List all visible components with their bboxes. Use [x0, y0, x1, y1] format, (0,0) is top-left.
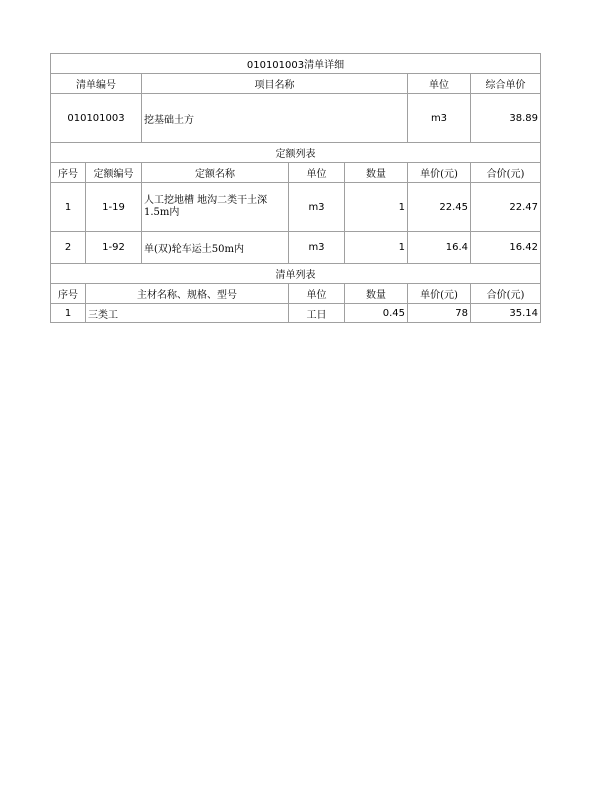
quota-qty: 1	[345, 183, 408, 232]
quota-row	[51, 232, 541, 264]
material-price: 78	[408, 304, 471, 323]
quota-price: 16.4	[408, 232, 471, 264]
title-row	[51, 54, 541, 74]
quota-name: 人工挖地槽 地沟二类干土深1.5m内	[142, 183, 289, 232]
quota-price-header: 单价(元)	[408, 163, 471, 183]
quota-unit-header: 单位	[289, 163, 345, 183]
quota-code: 1-92	[86, 232, 142, 264]
material-unit: 工日	[289, 304, 345, 323]
material-section-title: 清单列表	[51, 264, 541, 284]
quota-header-row	[51, 163, 541, 183]
material-name: 三类工	[86, 304, 289, 323]
quota-total: 16.42	[471, 232, 541, 264]
bill-unit-header: 单位	[408, 74, 471, 94]
quota-unit: m3	[289, 183, 345, 232]
quota-unit: m3	[289, 232, 345, 264]
material-header-row	[51, 284, 541, 304]
quota-name-header: 定额名称	[142, 163, 289, 183]
bill-unit: m3	[408, 94, 471, 143]
material-row	[51, 304, 541, 323]
quota-qty: 1	[345, 232, 408, 264]
bill-unit-price: 38.89	[471, 94, 541, 143]
quota-seq-header: 序号	[51, 163, 86, 183]
quota-seq: 1	[51, 183, 86, 232]
material-price-header: 单价(元)	[408, 284, 471, 304]
quota-qty-header: 数量	[345, 163, 408, 183]
bill-code: 010101003	[51, 94, 142, 143]
material-total-header: 合价(元)	[471, 284, 541, 304]
quota-price: 22.45	[408, 183, 471, 232]
quota-section-title: 定额列表	[51, 143, 541, 163]
material-seq-header: 序号	[51, 284, 86, 304]
sheet-title: 010101003清单详细	[51, 54, 541, 74]
material-seq: 1	[51, 304, 86, 323]
bill-header-row	[51, 74, 541, 94]
material-section-row	[51, 264, 541, 284]
material-unit-header: 单位	[289, 284, 345, 304]
bill-row	[51, 94, 541, 143]
quota-total: 22.47	[471, 183, 541, 232]
quota-code-header: 定额编号	[86, 163, 142, 183]
quota-total-header: 合价(元)	[471, 163, 541, 183]
material-qty: 0.45	[345, 304, 408, 323]
bill-code-header: 清单编号	[51, 74, 142, 94]
quota-name: 单(双)轮车运土50m内	[142, 232, 289, 264]
bill-detail-table	[50, 53, 541, 323]
material-name-header: 主材名称、规格、型号	[86, 284, 289, 304]
quota-section-row	[51, 143, 541, 163]
quota-row	[51, 183, 541, 232]
bill-unit-price-header: 综合单价	[471, 74, 541, 94]
bill-name-header: 项目名称	[142, 74, 408, 94]
quota-code: 1-19	[86, 183, 142, 232]
material-qty-header: 数量	[345, 284, 408, 304]
quota-seq: 2	[51, 232, 86, 264]
bill-name: 挖基础土方	[142, 94, 408, 143]
material-total: 35.14	[471, 304, 541, 323]
